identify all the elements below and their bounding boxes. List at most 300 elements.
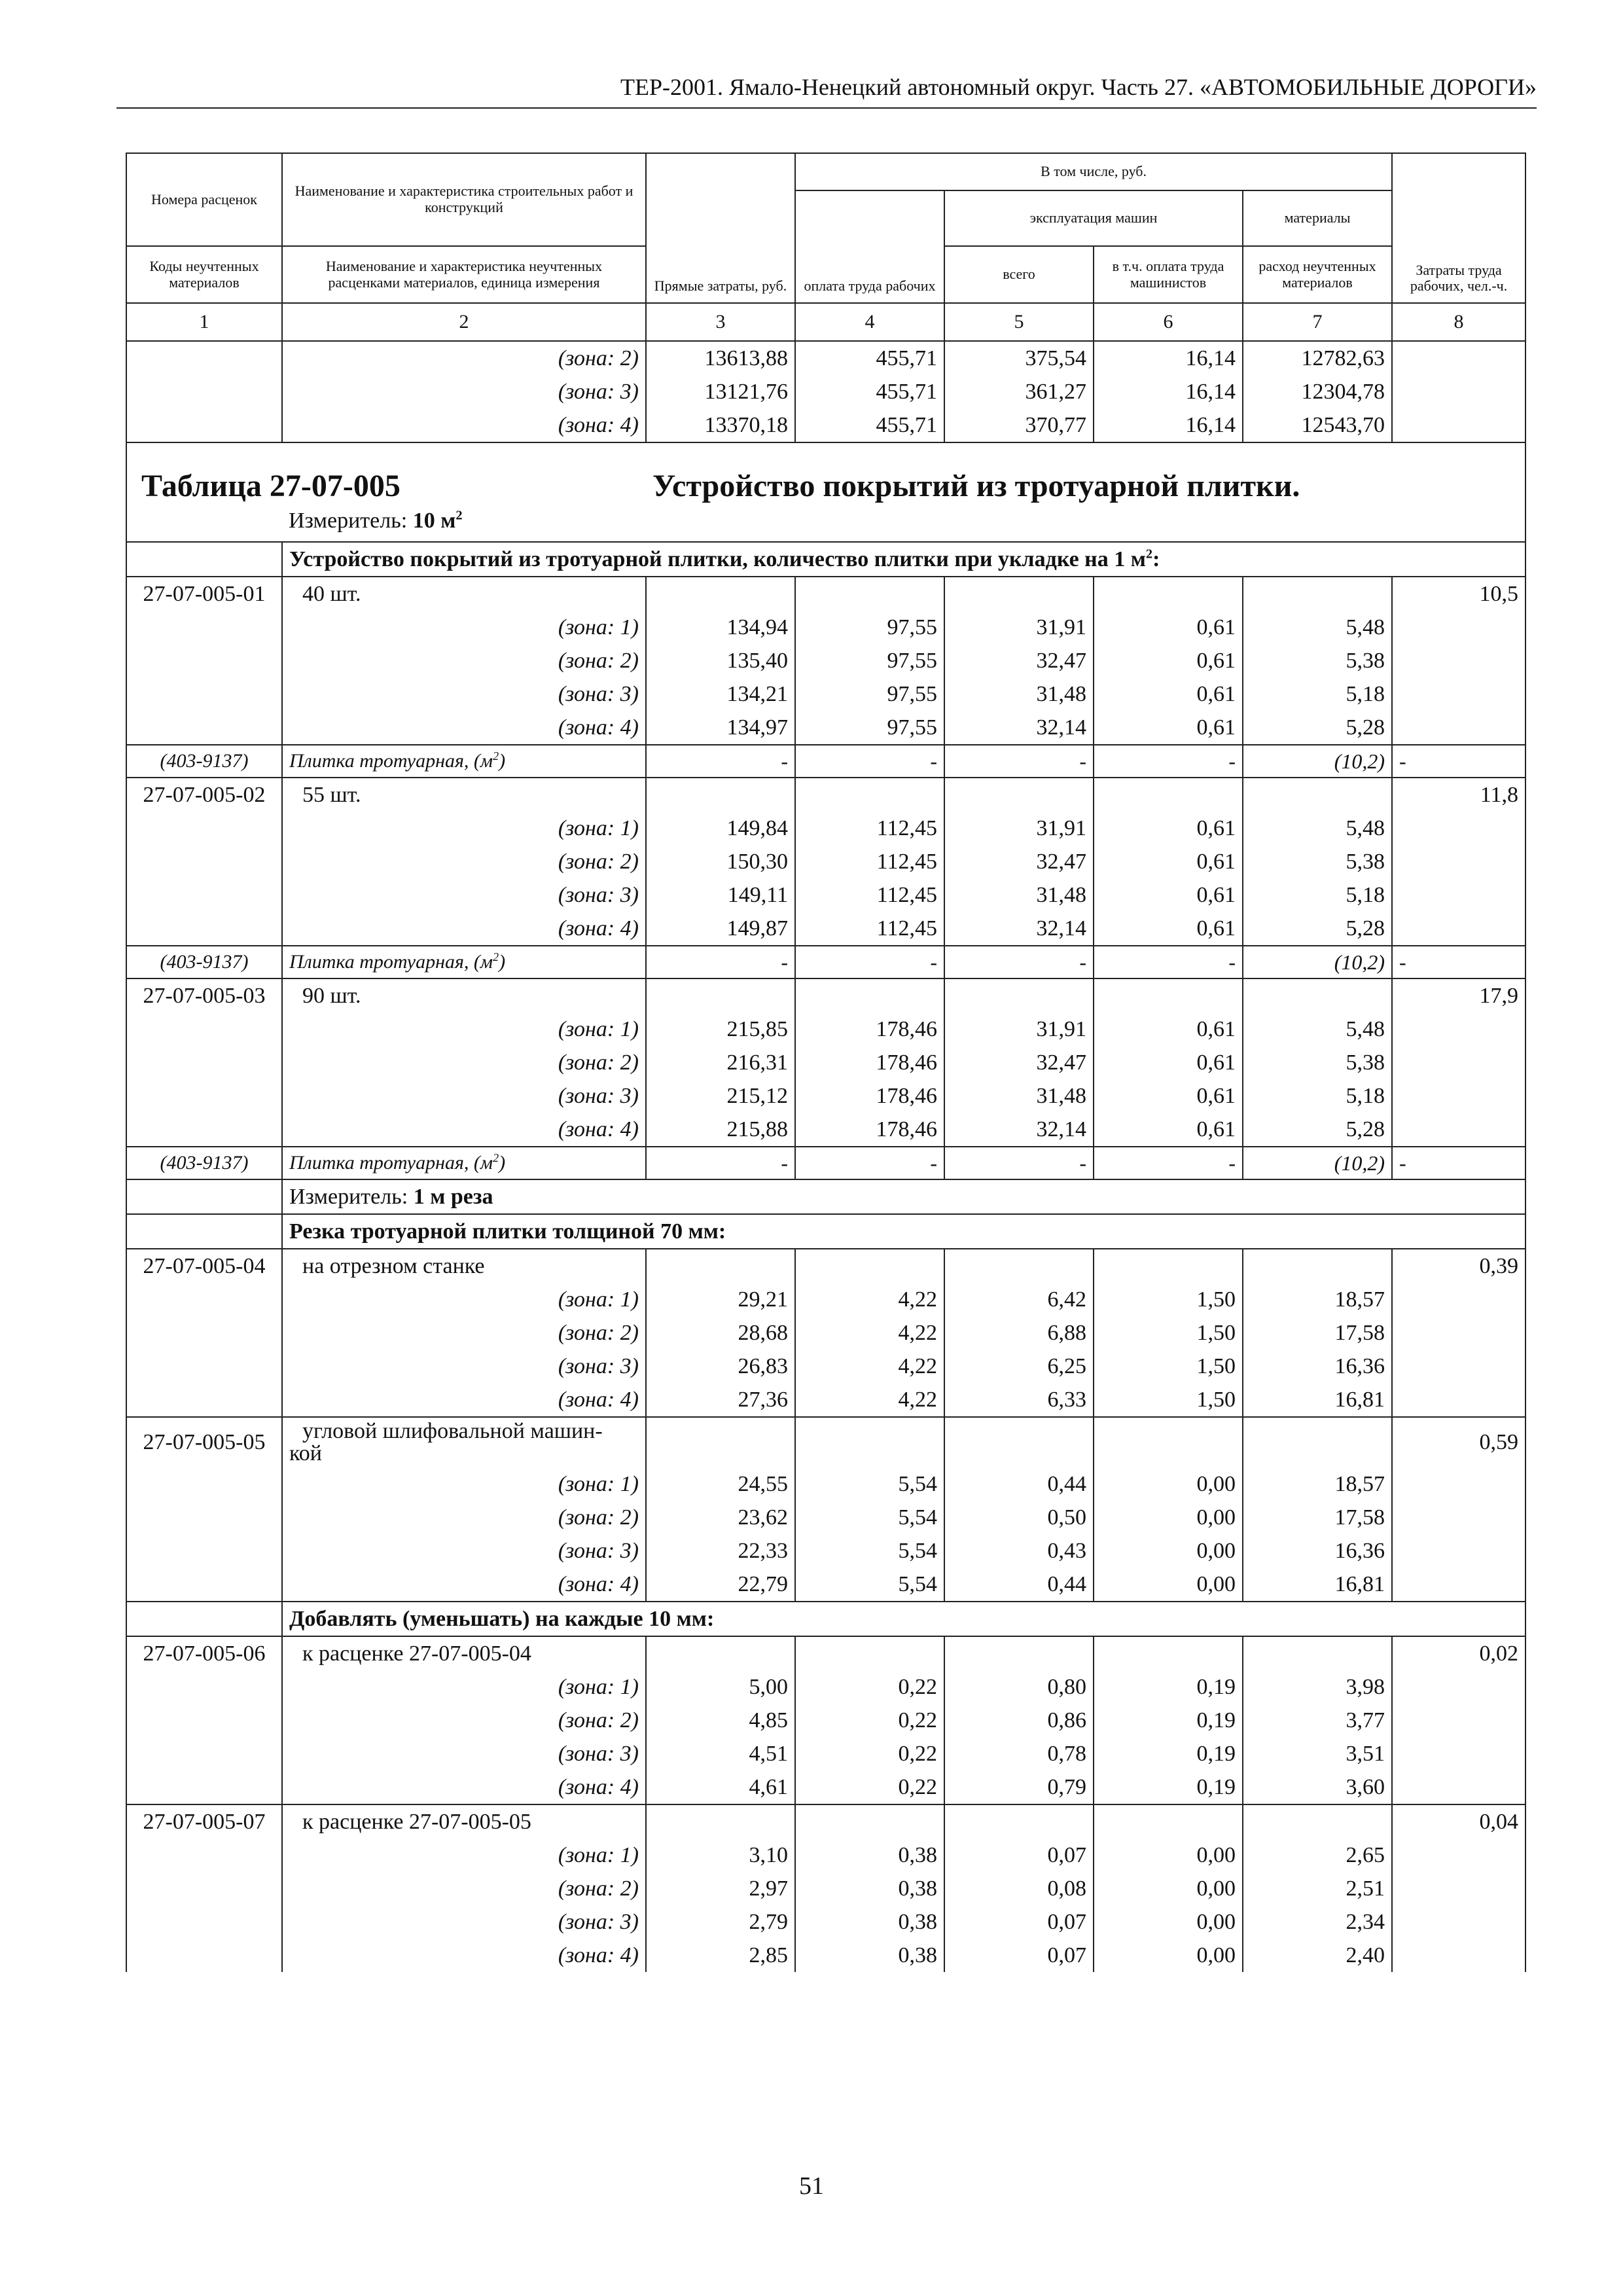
zone-row: [126, 1501, 1525, 1534]
header-col2-top: Наименование и характеристика строительных работ и конструкций: [282, 153, 646, 246]
rate-name-line: кой: [289, 1441, 322, 1465]
labor-cost: 4,22: [795, 1350, 944, 1383]
rate-name: 90 шт.: [282, 978, 646, 1013]
operator-cost: 0,61: [1094, 878, 1243, 912]
empty-cell: [646, 1417, 795, 1467]
material-value: -: [1094, 946, 1243, 978]
rate-code-empty: [126, 1568, 282, 1602]
rate-code: 27-07-005-05: [126, 1417, 282, 1467]
direct-cost: 24,55: [646, 1467, 795, 1501]
labor-cost: 112,45: [795, 845, 944, 878]
labor-hours-empty: [1392, 1534, 1525, 1568]
material-row: [126, 745, 1525, 778]
rate-code-empty: [126, 1113, 282, 1147]
materials-cost: 5,28: [1243, 711, 1392, 745]
machine-cost: 32,47: [944, 845, 1094, 878]
price-table: [126, 152, 1526, 1972]
zone-row: [126, 1670, 1525, 1704]
rate-code-empty: [126, 845, 282, 878]
material-code: (403-9137): [126, 1147, 282, 1179]
labor-hours-empty: [1392, 1839, 1525, 1872]
labor-hours: 0,02: [1392, 1636, 1525, 1670]
machine-cost: 31,91: [944, 611, 1094, 644]
labor-hours-empty: [1392, 1046, 1525, 1079]
operator-cost: 1,50: [1094, 1350, 1243, 1383]
section-title-row: [126, 1214, 1525, 1249]
materials-cost: 16,81: [1243, 1383, 1392, 1417]
direct-cost: 29,21: [646, 1283, 795, 1316]
labor-cost: 5,54: [795, 1568, 944, 1602]
material-value: -: [795, 946, 944, 978]
zone-row: [126, 878, 1525, 912]
table-title-cell: [126, 442, 1525, 542]
empty-cell: [944, 577, 1094, 611]
operator-cost: 16,14: [1094, 341, 1243, 375]
section-title-row-cell: Добавлять (уменьшать) на каждые 10 мм:: [282, 1602, 1525, 1636]
machine-cost: 32,47: [944, 644, 1094, 677]
operator-cost: 0,19: [1094, 1670, 1243, 1704]
empty-cell: [795, 1249, 944, 1283]
rate-code: 27-07-005-01: [126, 577, 282, 611]
operator-cost: 0,00: [1094, 1905, 1243, 1939]
operator-cost: 0,61: [1094, 677, 1243, 711]
zone-row: [126, 1316, 1525, 1350]
rate-code-empty: [126, 1737, 282, 1770]
materials-cost: 2,40: [1243, 1939, 1392, 1972]
machine-cost: 375,54: [944, 341, 1094, 375]
rate-code-empty: [126, 1079, 282, 1113]
measure-sup: 2: [455, 508, 463, 523]
rate-code-empty: [126, 1770, 282, 1804]
empty-cell: [795, 1417, 944, 1467]
empty-cell: [944, 1249, 1094, 1283]
material-value: -: [646, 1147, 795, 1179]
running-header: ТЕР-2001. Ямало-Ненецкий автономный округ. Часть 27. «АВТОМОБИЛЬНЫЕ ДОРОГИ»: [116, 73, 1537, 109]
zone-row: [126, 1013, 1525, 1046]
header-col4: оплата труда рабочих: [795, 190, 944, 303]
operator-cost: 1,50: [1094, 1316, 1243, 1350]
table-number: Таблица 27-07-005: [141, 469, 401, 503]
labor-hours-empty: [1392, 1467, 1525, 1501]
materials-cost: 5,38: [1243, 1046, 1392, 1079]
zone-label: (зона: 3): [282, 1079, 646, 1113]
table-name: Устройство покрытий из тротуарной плитки.: [652, 469, 1300, 503]
machine-cost: 0,50: [944, 1501, 1094, 1534]
section-title-end: :: [1152, 547, 1160, 571]
zone-label: (зона: 3): [282, 1350, 646, 1383]
labor-hours-empty: [1392, 1383, 1525, 1417]
labor-hours-empty: [1392, 1568, 1525, 1602]
material-consumption: (10,2): [1243, 946, 1392, 978]
zone-row: [126, 1704, 1525, 1737]
materials-cost: 5,18: [1243, 878, 1392, 912]
labor-cost: 455,71: [795, 341, 944, 375]
labor-hours-empty: [1392, 1737, 1525, 1770]
rate-code-empty: [126, 1046, 282, 1079]
zone-label: (зона: 1): [282, 812, 646, 845]
column-number: 3: [646, 303, 795, 341]
measure-prefix: Измеритель:: [289, 1184, 414, 1209]
table-title-row: [126, 442, 1525, 542]
labor-cost: 5,54: [795, 1467, 944, 1501]
empty-cell: [1243, 978, 1392, 1013]
material-name-end: ): [499, 1152, 506, 1174]
rate-code-empty: [126, 878, 282, 912]
labor-hours-empty: [1392, 375, 1525, 408]
material-value: -: [646, 946, 795, 978]
zone-row: [126, 1383, 1525, 1417]
column-number: 2: [282, 303, 646, 341]
direct-cost: 150,30: [646, 845, 795, 878]
material-value: -: [795, 1147, 944, 1179]
zone-row: [126, 1939, 1525, 1972]
machine-cost: 32,47: [944, 1046, 1094, 1079]
machine-cost: 0,80: [944, 1670, 1094, 1704]
direct-cost: 5,00: [646, 1670, 795, 1704]
direct-cost: 13121,76: [646, 375, 795, 408]
zone-row: [126, 1737, 1525, 1770]
zone-label: (зона: 1): [282, 611, 646, 644]
measure-value: 1 м реза: [413, 1184, 493, 1209]
material-unit-sup: 2: [493, 1151, 499, 1164]
labor-cost: 5,54: [795, 1501, 944, 1534]
operator-cost: 0,00: [1094, 1939, 1243, 1972]
operator-cost: 0,00: [1094, 1568, 1243, 1602]
rate-code-empty: [126, 1467, 282, 1501]
direct-cost: 216,31: [646, 1046, 795, 1079]
direct-cost: 2,85: [646, 1939, 795, 1972]
rate-row: [126, 778, 1525, 812]
rate-row: [126, 1804, 1525, 1839]
material-code: (403-9137): [126, 946, 282, 978]
material-consumption: (10,2): [1243, 1147, 1392, 1179]
labor-hours-empty: [1392, 408, 1525, 442]
zone-label: (зона: 3): [282, 878, 646, 912]
labor-cost: 112,45: [795, 878, 944, 912]
labor-hours-empty: [1392, 1939, 1525, 1972]
zone-row: [126, 677, 1525, 711]
direct-cost: 149,87: [646, 912, 795, 946]
rate-name: 40 шт.: [282, 577, 646, 611]
labor-hours-empty: [1392, 1079, 1525, 1113]
zone-label: (зона: 2): [282, 341, 646, 375]
zone-label: (зона: 3): [282, 677, 646, 711]
empty-cell: [1094, 1804, 1243, 1839]
materials-cost: 12543,70: [1243, 408, 1392, 442]
rate-code-empty: [126, 912, 282, 946]
empty-cell: [646, 1249, 795, 1283]
labor-cost: 0,38: [795, 1839, 944, 1872]
zone-label: (зона: 2): [282, 1046, 646, 1079]
operator-cost: 0,61: [1094, 644, 1243, 677]
rate-code-empty: [126, 1013, 282, 1046]
materials-cost: 2,65: [1243, 1839, 1392, 1872]
labor-cost: 4,22: [795, 1283, 944, 1316]
zone-row: [126, 1534, 1525, 1568]
labor-hours-empty: [1392, 812, 1525, 845]
machine-cost: 31,48: [944, 677, 1094, 711]
rate-code-empty: [126, 1534, 282, 1568]
zone-row: [126, 1467, 1525, 1501]
measure-unit: [289, 509, 463, 533]
page-number: 51: [799, 2172, 824, 2200]
zone-row: [126, 1079, 1525, 1113]
rate-row: [126, 1417, 1525, 1467]
materials-cost: 3,51: [1243, 1737, 1392, 1770]
operator-cost: 0,61: [1094, 1013, 1243, 1046]
labor-cost: 4,22: [795, 1383, 944, 1417]
labor-hours: 0,59: [1392, 1417, 1525, 1467]
span-left-empty: [126, 542, 282, 577]
labor-hours: 11,8: [1392, 778, 1525, 812]
operator-cost: 0,19: [1094, 1770, 1243, 1804]
direct-cost: 4,61: [646, 1770, 795, 1804]
machine-cost: 32,14: [944, 912, 1094, 946]
machine-cost: 0,08: [944, 1872, 1094, 1905]
labor-hours-empty: [1392, 644, 1525, 677]
material-consumption: (10,2): [1243, 745, 1392, 778]
rate-code-empty: [126, 375, 282, 408]
labor-hours-empty: [1392, 1283, 1525, 1316]
labor-cost: 112,45: [795, 912, 944, 946]
empty-cell: [646, 778, 795, 812]
rate-code-empty: [126, 341, 282, 375]
column-number: 7: [1243, 303, 1392, 341]
labor-cost: 178,46: [795, 1113, 944, 1147]
header-col8: Затраты труда рабочих, чел.-ч.: [1392, 153, 1525, 303]
labor-hours-empty: [1392, 1770, 1525, 1804]
material-row: [126, 946, 1525, 978]
materials-cost: 18,57: [1243, 1283, 1392, 1316]
section-title-sup: 2: [1145, 547, 1153, 562]
operator-cost: 0,19: [1094, 1737, 1243, 1770]
material-name: [282, 1147, 646, 1179]
material-labor: -: [1392, 946, 1525, 978]
materials-cost: 5,38: [1243, 644, 1392, 677]
rate-row: [126, 1636, 1525, 1670]
labor-hours-empty: [1392, 1316, 1525, 1350]
zone-row: [126, 711, 1525, 745]
material-value: -: [944, 745, 1094, 778]
zone-label: (зона: 3): [282, 1534, 646, 1568]
labor-cost: 5,54: [795, 1534, 944, 1568]
labor-hours: 17,9: [1392, 978, 1525, 1013]
labor-hours-empty: [1392, 1501, 1525, 1534]
operator-cost: 16,14: [1094, 375, 1243, 408]
empty-cell: [944, 1636, 1094, 1670]
direct-cost: 23,62: [646, 1501, 795, 1534]
direct-cost: 215,88: [646, 1113, 795, 1147]
zone-label: (зона: 3): [282, 375, 646, 408]
operator-cost: 0,61: [1094, 1046, 1243, 1079]
materials-cost: 16,81: [1243, 1568, 1392, 1602]
material-labor: -: [1392, 1147, 1525, 1179]
labor-cost: 97,55: [795, 611, 944, 644]
rate-code-empty: [126, 1872, 282, 1905]
zone-label: (зона: 2): [282, 644, 646, 677]
direct-cost: 28,68: [646, 1316, 795, 1350]
machine-cost: 32,14: [944, 711, 1094, 745]
rate-code-empty: [126, 1350, 282, 1383]
labor-hours: 0,39: [1392, 1249, 1525, 1283]
material-value: -: [944, 1147, 1094, 1179]
labor-hours-empty: [1392, 611, 1525, 644]
span-left-empty: [126, 1179, 282, 1214]
header-machines: эксплуатация машин: [944, 190, 1243, 246]
empty-cell: [1243, 1804, 1392, 1839]
materials-cost: 5,18: [1243, 677, 1392, 711]
rate-row: [126, 1249, 1525, 1283]
machine-cost: 0,43: [944, 1534, 1094, 1568]
material-name: [282, 745, 646, 778]
material-name-text: Плитка тротуарная, (м: [289, 1152, 493, 1174]
rate-code: 27-07-005-02: [126, 778, 282, 812]
zone-label: (зона: 4): [282, 1568, 646, 1602]
zone-label: (зона: 4): [282, 912, 646, 946]
material-unit-sup: 2: [493, 749, 499, 762]
materials-cost: 5,48: [1243, 611, 1392, 644]
column-number: 4: [795, 303, 944, 341]
labor-cost: 0,22: [795, 1737, 944, 1770]
rate-code: 27-07-005-07: [126, 1804, 282, 1839]
labor-cost: 4,22: [795, 1316, 944, 1350]
zone-label: (зона: 4): [282, 1113, 646, 1147]
zone-row: [126, 845, 1525, 878]
section-title-row: [126, 542, 1525, 577]
materials-cost: 17,58: [1243, 1316, 1392, 1350]
machine-cost: 370,77: [944, 408, 1094, 442]
labor-cost: 178,46: [795, 1013, 944, 1046]
empty-cell: [646, 577, 795, 611]
machine-cost: 32,14: [944, 1113, 1094, 1147]
zone-label: (зона: 1): [282, 1467, 646, 1501]
empty-cell: [1243, 577, 1392, 611]
operator-cost: 0,61: [1094, 611, 1243, 644]
direct-cost: 149,84: [646, 812, 795, 845]
header-materials: материалы: [1243, 190, 1392, 246]
machine-cost: 361,27: [944, 375, 1094, 408]
materials-cost: 16,36: [1243, 1350, 1392, 1383]
labor-cost: 97,55: [795, 677, 944, 711]
rate-code-empty: [126, 1316, 282, 1350]
header-col3: Прямые затраты, руб.: [646, 153, 795, 303]
zone-label: (зона: 1): [282, 1013, 646, 1046]
machine-cost: 0,07: [944, 1905, 1094, 1939]
direct-cost: 13370,18: [646, 408, 795, 442]
operator-cost: 0,00: [1094, 1534, 1243, 1568]
labor-hours-empty: [1392, 1704, 1525, 1737]
direct-cost: 135,40: [646, 644, 795, 677]
labor-hours-empty: [1392, 1670, 1525, 1704]
price-table-body: [126, 153, 1525, 1972]
header-col1-top: Номера расценок: [126, 153, 282, 246]
zone-label: (зона: 2): [282, 1316, 646, 1350]
labor-hours: 10,5: [1392, 577, 1525, 611]
material-value: -: [944, 946, 1094, 978]
labor-cost: 178,46: [795, 1046, 944, 1079]
zone-label: (зона: 1): [282, 1839, 646, 1872]
empty-cell: [1094, 577, 1243, 611]
empty-cell: [646, 978, 795, 1013]
section-title-row-cell: Резка тротуарной плитки толщиной 70 мм:: [282, 1214, 1525, 1249]
material-name-end: ): [499, 750, 506, 772]
measure-value: [413, 509, 463, 533]
zone-label: (зона: 1): [282, 1283, 646, 1316]
rate-code-empty: [126, 1383, 282, 1417]
zone-label: (зона: 4): [282, 408, 646, 442]
labor-cost: 0,38: [795, 1872, 944, 1905]
direct-cost: 26,83: [646, 1350, 795, 1383]
machine-cost: 0,79: [944, 1770, 1094, 1804]
empty-cell: [1094, 1636, 1243, 1670]
rate-code-empty: [126, 677, 282, 711]
column-number: 5: [944, 303, 1094, 341]
direct-cost: 3,10: [646, 1839, 795, 1872]
operator-cost: 0,61: [1094, 1079, 1243, 1113]
zone-label: (зона: 4): [282, 1383, 646, 1417]
materials-cost: 5,38: [1243, 845, 1392, 878]
rate-code-empty: [126, 1670, 282, 1704]
empty-cell: [1243, 1249, 1392, 1283]
operator-cost: 0,00: [1094, 1467, 1243, 1501]
direct-cost: 22,79: [646, 1568, 795, 1602]
rate-code-empty: [126, 1283, 282, 1316]
operator-cost: 0,61: [1094, 1113, 1243, 1147]
material-name-text: Плитка тротуарная, (м: [289, 750, 493, 772]
zone-label: (зона: 4): [282, 1939, 646, 1972]
zone-row: [126, 912, 1525, 946]
empty-cell: [1094, 978, 1243, 1013]
zone-row: [126, 1839, 1525, 1872]
materials-cost: 3,77: [1243, 1704, 1392, 1737]
column-number-row: [126, 303, 1525, 341]
labor-hours-empty: [1392, 1113, 1525, 1147]
labor-cost: 0,38: [795, 1905, 944, 1939]
machine-cost: 31,91: [944, 812, 1094, 845]
direct-cost: 22,33: [646, 1534, 795, 1568]
empty-cell: [795, 778, 944, 812]
materials-cost: 2,51: [1243, 1872, 1392, 1905]
labor-hours-empty: [1392, 1905, 1525, 1939]
rate-code-empty: [126, 1501, 282, 1534]
material-value: -: [646, 745, 795, 778]
materials-cost: 5,48: [1243, 1013, 1392, 1046]
rate-code-empty: [126, 1704, 282, 1737]
rate-code-empty: [126, 1939, 282, 1972]
measure-row-cell: [282, 1179, 1525, 1214]
material-code: (403-9137): [126, 745, 282, 778]
rate-name-line: угловой шлифовальной машин-: [302, 1419, 603, 1443]
empty-cell: [646, 1636, 795, 1670]
rate-code-empty: [126, 711, 282, 745]
material-name-end: ): [499, 951, 506, 973]
direct-cost: 134,97: [646, 711, 795, 745]
materials-cost: 2,34: [1243, 1905, 1392, 1939]
materials-cost: 5,18: [1243, 1079, 1392, 1113]
rate-code-empty: [126, 644, 282, 677]
direct-cost: 4,85: [646, 1704, 795, 1737]
rate-name: к расценке 27-07-005-04: [282, 1636, 646, 1670]
labor-cost: 0,38: [795, 1939, 944, 1972]
empty-cell: [646, 1804, 795, 1839]
labor-hours: 0,04: [1392, 1804, 1525, 1839]
operator-cost: 0,61: [1094, 912, 1243, 946]
zone-label: (зона: 1): [282, 1670, 646, 1704]
material-value: -: [1094, 1147, 1243, 1179]
zone-row: [126, 1770, 1525, 1804]
rate-code: 27-07-005-04: [126, 1249, 282, 1283]
header-group: В том числе, руб.: [795, 153, 1392, 190]
